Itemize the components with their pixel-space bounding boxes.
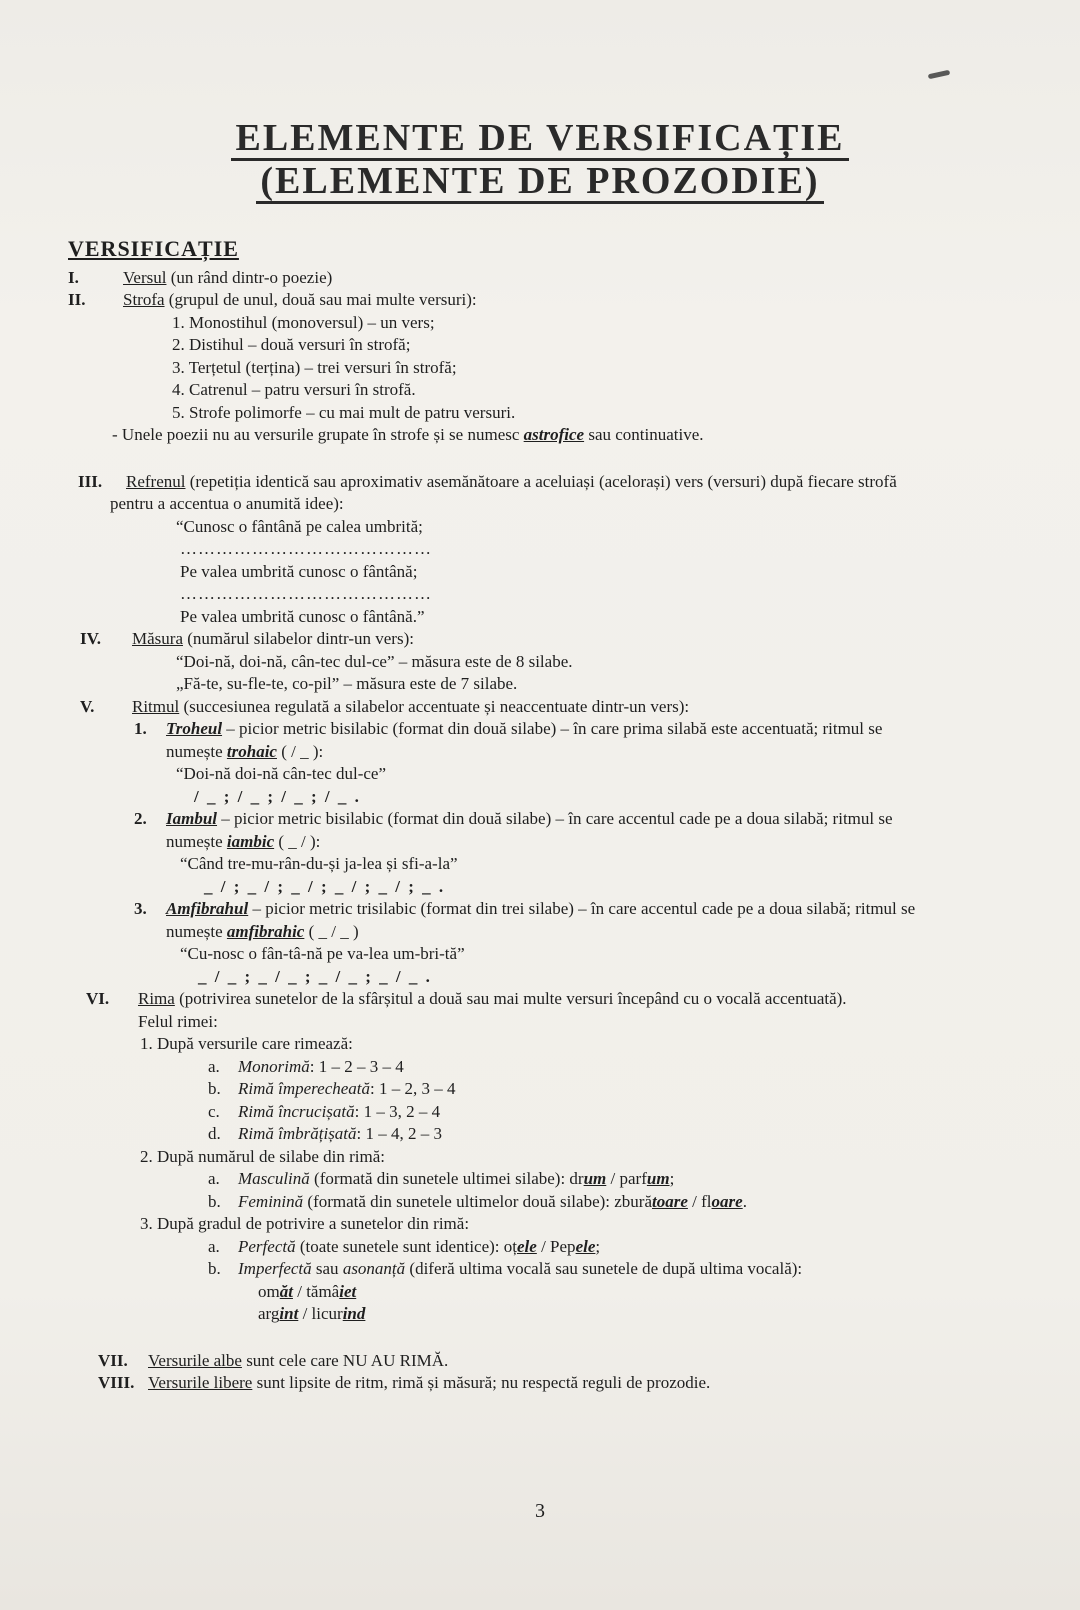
rima-group-3: 3. După gradul de potrivire a sunetelor din rimă: [140,1214,470,1233]
item-masura: IV. Măsura (numărul silabelor dintr-un vers): [80,629,414,648]
iambul-scheme: _ / ; _ / ; _ / ; _ / ; _ / ; _ . [204,876,446,896]
amfibrahul-definition: 3. Amfibrahul – picior metric trisilabic (format din trei silabe) – în care accentul cade pe a doua silabă; ritmul se [134,899,916,918]
iambul-definition: 2. Iambul – picior metric bisilabic (format din două silabe) – în care accentul cade pe a doua silabă; ritmul se [134,809,893,828]
item-versurile-albe: VII. Versurile albe sunt cele care NU AU RIMĂ. [98,1350,449,1370]
troheul-example: “Doi-nă doi-nă cân-tec dul-ce” [176,764,387,783]
item-versurile-libere: VIII. Versurile libere sunt lipsite de ritm, rimă și măsură; nu respectă reguli de prozodie. [98,1373,711,1392]
rima-type: b. Rimă împerecheată: 1 – 2, 3 – 4 [208,1079,456,1098]
strofa-list-item: 5. Strofe polimorfe – cu mai mult de patru versuri. [172,402,516,422]
title-block [0,118,1080,204]
item-ritmul: V. Ritmul (succesiunea regulată a silabelor accentuate și neaccentuate dintr-un vers): [80,696,690,716]
ink-smudge [928,70,951,79]
rima-type: d. Rimă îmbrățișată: 1 – 4, 2 – 3 [208,1124,443,1143]
rima-group-2: 2. După numărul de silabe din rimă: [140,1146,386,1166]
felul-rimei: Felul rimei: [138,1011,218,1031]
strofa-list-item: 1. Monostihul (monoversul) – un vers; [172,312,435,332]
iambul-example: “Când tre-mu-rân-du-și ja-lea și sfi-a-la” [180,854,458,873]
rima-perfecta: a. Perfectă (toate sunetele sunt identice): oțele / Pepele; [208,1236,601,1256]
amfibrahul-name: numește amfibrahic ( _ / _ ) [166,921,359,941]
page-title: ELEMENTE DE VERSIFICAȚIE [231,118,848,161]
rima-type: c. Rimă încrucișată: 1 – 3, 2 – 4 [208,1101,441,1121]
asonanta-example: omăt / tămâiet [258,1281,357,1301]
rima-feminina: b. Feminină (formată din sunetele ultimelor două silabe): zburătoare / floare. [208,1191,747,1211]
ellipsis-line: …………………………………… [180,539,432,558]
rima-group-1: 1. După versurile care rimează: [140,1034,353,1053]
rima-type: a. Monorimă: 1 – 2 – 3 – 4 [208,1056,404,1076]
strofa-list-item: 3. Terțetul (terțina) – trei versuri în strofă; [172,357,457,377]
refren-verse: Pe valea umbrită cunosc o fântână.” [180,606,425,626]
asonanta-example: argint / licurind [258,1304,366,1323]
amfibrahul-example: “Cu-nosc o fân-tâ-nă pe va-lea um-bri-tă” [180,944,465,963]
masura-example: “Doi-nă, doi-nă, cân-tec dul-ce” – măsura este de 8 silabe. [176,651,573,671]
refrenul-desc-cont: pentru a accentua o anumită idee): [110,494,344,513]
page-subtitle: (ELEMENTE DE PROZODIE) [256,161,823,204]
item-refrenul: III. Refrenul (repetiția identică sau aproximativ asemănătoare a aceluiași (acelorași) vers (versuri) după fiecare strofă [78,471,897,491]
troheul-name: numește trohaic ( / _ ): [166,741,324,761]
amfibrahul-scheme: _ / _ ; _ / _ ; _ / _ ; _ / _ . [198,966,432,986]
item-strofa: II. Strofa (grupul de unul, două sau mai multe versuri): [68,290,477,309]
refren-verse: Pe valea umbrită cunosc o fântână; [180,561,418,581]
masura-example: „Fă-te, su-fle-te, co-pil” – măsura este de 7 silabe. [176,674,518,693]
strofa-list-item: 4. Catrenul – patru versuri în strofă. [172,380,416,399]
refren-verse: “Cunosc o fântână pe calea umbrită; [176,516,423,536]
ellipsis-line: …………………………………… [180,584,432,603]
troheul-scheme: / _ ; / _ ; / _ ; / _ . [194,786,361,806]
page-number: 3 [535,1500,545,1522]
document-body [68,238,1048,1395]
strofa-list-item: 2. Distihul – două versuri în strofă; [172,335,411,354]
section-heading: VERSIFICAȚIE [68,236,239,261]
item-versul: I. Versul (un rând dintr-o poezie) [68,267,333,287]
astrofice-note: - Unele poezii nu au versurile grupate în strofe și se numesc astrofice sau continuative. [112,425,704,444]
troheul-definition: 1. Troheul – picior metric bisilabic (format din două silabe) – în care prima silabă este accentuată; ritmul se [134,719,883,738]
item-rima: VI. Rima (potrivirea sunetelor de la sfârșitul a două sau mai multe versuri începând cu o vocală accentuată). [86,989,847,1008]
rima-masculina: a. Masculină (formată din sunetele ultimei silabe): drum / parfum; [208,1169,675,1188]
iambul-name: numește iambic ( _ / ): [166,831,321,851]
rima-imperfecta: b. Imperfectă sau asonanță (diferă ultima vocală sau sunetele de după ultima vocală): [208,1259,803,1278]
